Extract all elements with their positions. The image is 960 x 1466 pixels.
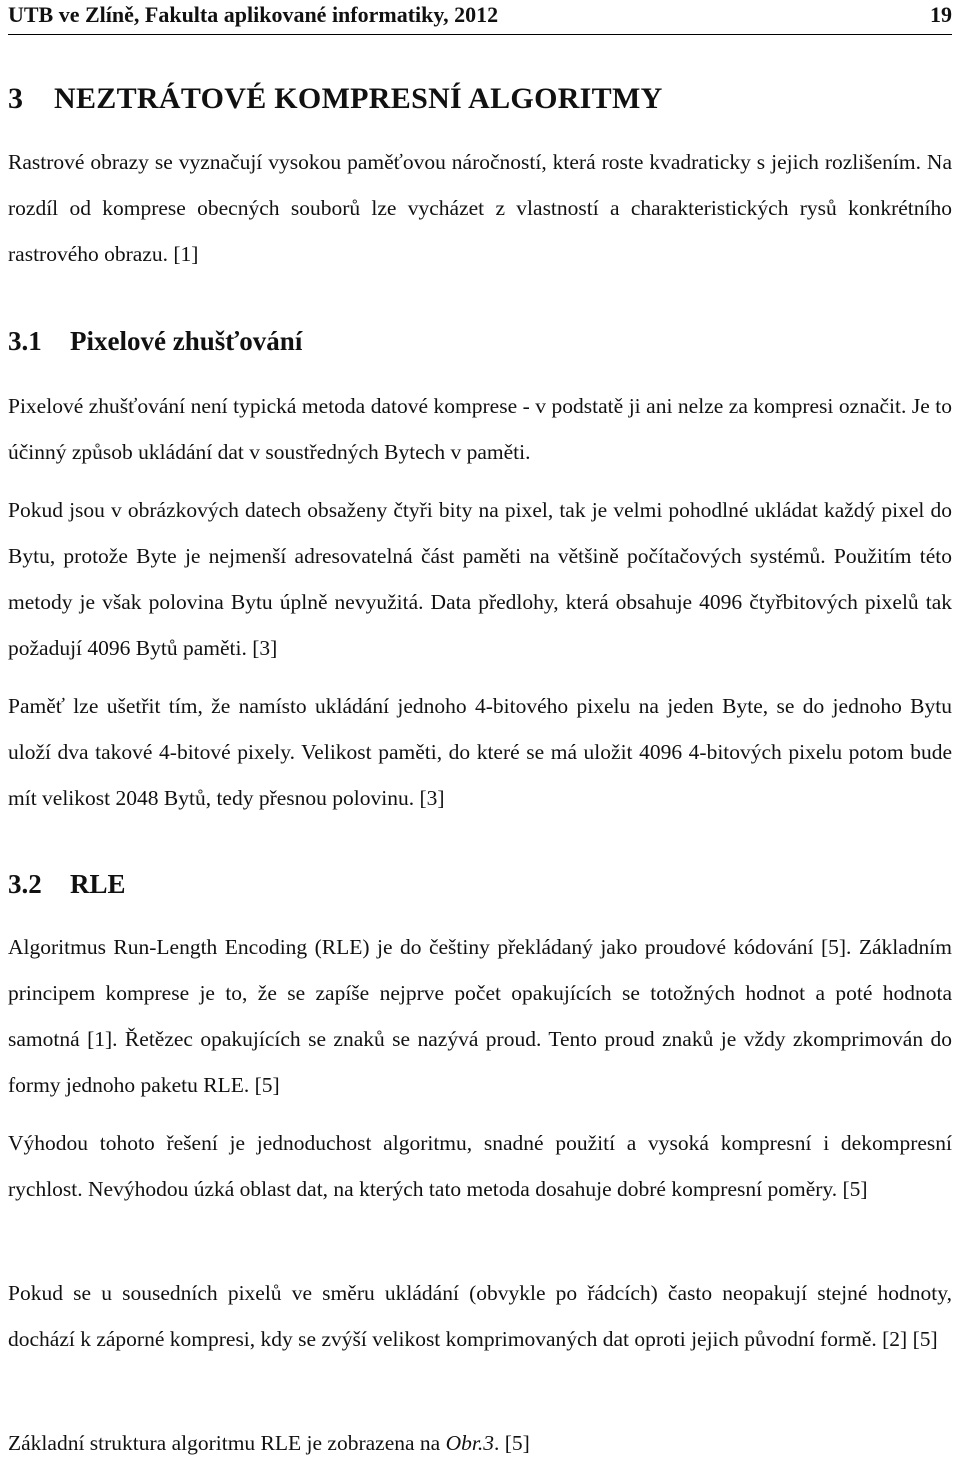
paragraph: Paměť lze ušetřit tím, že namísto ukládání jednoho 4-bitového pixelu na jeden Byte, se do jednoho Bytu uloží dva takové 4-bitové pixely. Velikost paměti, do které se má uložit 4096 4-bitových pixelu potom bude mít velikost 2048 Bytů, tedy přesnou polovinu. [3] [8, 694, 952, 810]
section-number: 3.2 [8, 869, 42, 899]
chapter-heading [8, 79, 663, 119]
paragraph: Pixelové zhušťování není typická metoda datové komprese - v podstatě ji ani nelze za kompresi označit. Je to účinný způsob ukládání dat v soustředných Bytech v paměti. [8, 394, 952, 464]
text-span: Základní struktura algoritmu RLE je zobrazena na [8, 1431, 446, 1455]
chapter-title: NEZTRÁTOVÉ KOMPRESNÍ ALGORITMY [54, 82, 663, 115]
paragraph-figure-reference [8, 1420, 952, 1466]
page-header [8, 0, 952, 35]
paragraph: Algoritmus Run-Length Encoding (RLE) je do češtiny překládaný jako proudové kódování [5]. Základním principem komprese je to, že se zapíše nejprve počet opakujících se totožných hodnot a poté hodnota samotná [1]. Řetězec opakujících se znaků se nazývá proud. Tento proud znaků je vždy zkomprimován do formy jednoho paketu RLE. [5] [8, 935, 952, 1097]
chapter-intro-paragraph: Rastrové obrazy se vyznačují vysokou paměťovou náročností, která roste kvadraticky s jejich rozlišením. Na rozdíl od komprese obecných souborů lze vycházet z vlastností a charakteristických rysů konkrétního rastrového obrazu. [1] [8, 150, 952, 266]
section-title: Pixelové zhušťování [70, 326, 303, 356]
text-span: . [5] [494, 1431, 530, 1455]
chapter-number: 3 [8, 82, 24, 115]
section-title: RLE [70, 869, 126, 899]
section-number: 3.1 [8, 326, 42, 356]
header-title: UTB ve Zlíně, Fakultа aplikované informatiky, 2012 [8, 2, 499, 27]
section-heading-3-1 [8, 323, 302, 359]
page-number: 19 [930, 2, 952, 27]
paragraph: Výhodou tohoto řešení je jednoduchost algoritmu, snadné použití a vysoká kompresní i dekompresní rychlost. Nevýhodou úzká oblast dat, na kterých tato metoda dosahuje dobré kompresní poměry. [5] [8, 1131, 952, 1201]
paragraph: Pokud se u sousedních pixelů ve směru ukládání (obvykle po řádcích) často neopakují stejné hodnoty, dochází k záporné kompresi, kdy se zvýší velikost komprimovaných dat oproti jejich původní formě. [2] [5] [8, 1281, 952, 1351]
figure-reference-link[interactable]: Obr.3 [445, 1431, 494, 1455]
paragraph: Pokud jsou v obrázkových datech obsaženy čtyři bity na pixel, tak je velmi pohodlné ukládat každý pixel do Bytu, protože Byte je nejmenší adresovatelná část paměti na většině počítačových systémů. Použitím této metody je však polovina Bytu úplně nevyužitá. Data předlohy, která obsahuje 4096 čtyřbitových pixelů tak požadují 4096 Bytů paměti. [3] [8, 498, 952, 660]
section-heading-3-2 [8, 866, 126, 902]
